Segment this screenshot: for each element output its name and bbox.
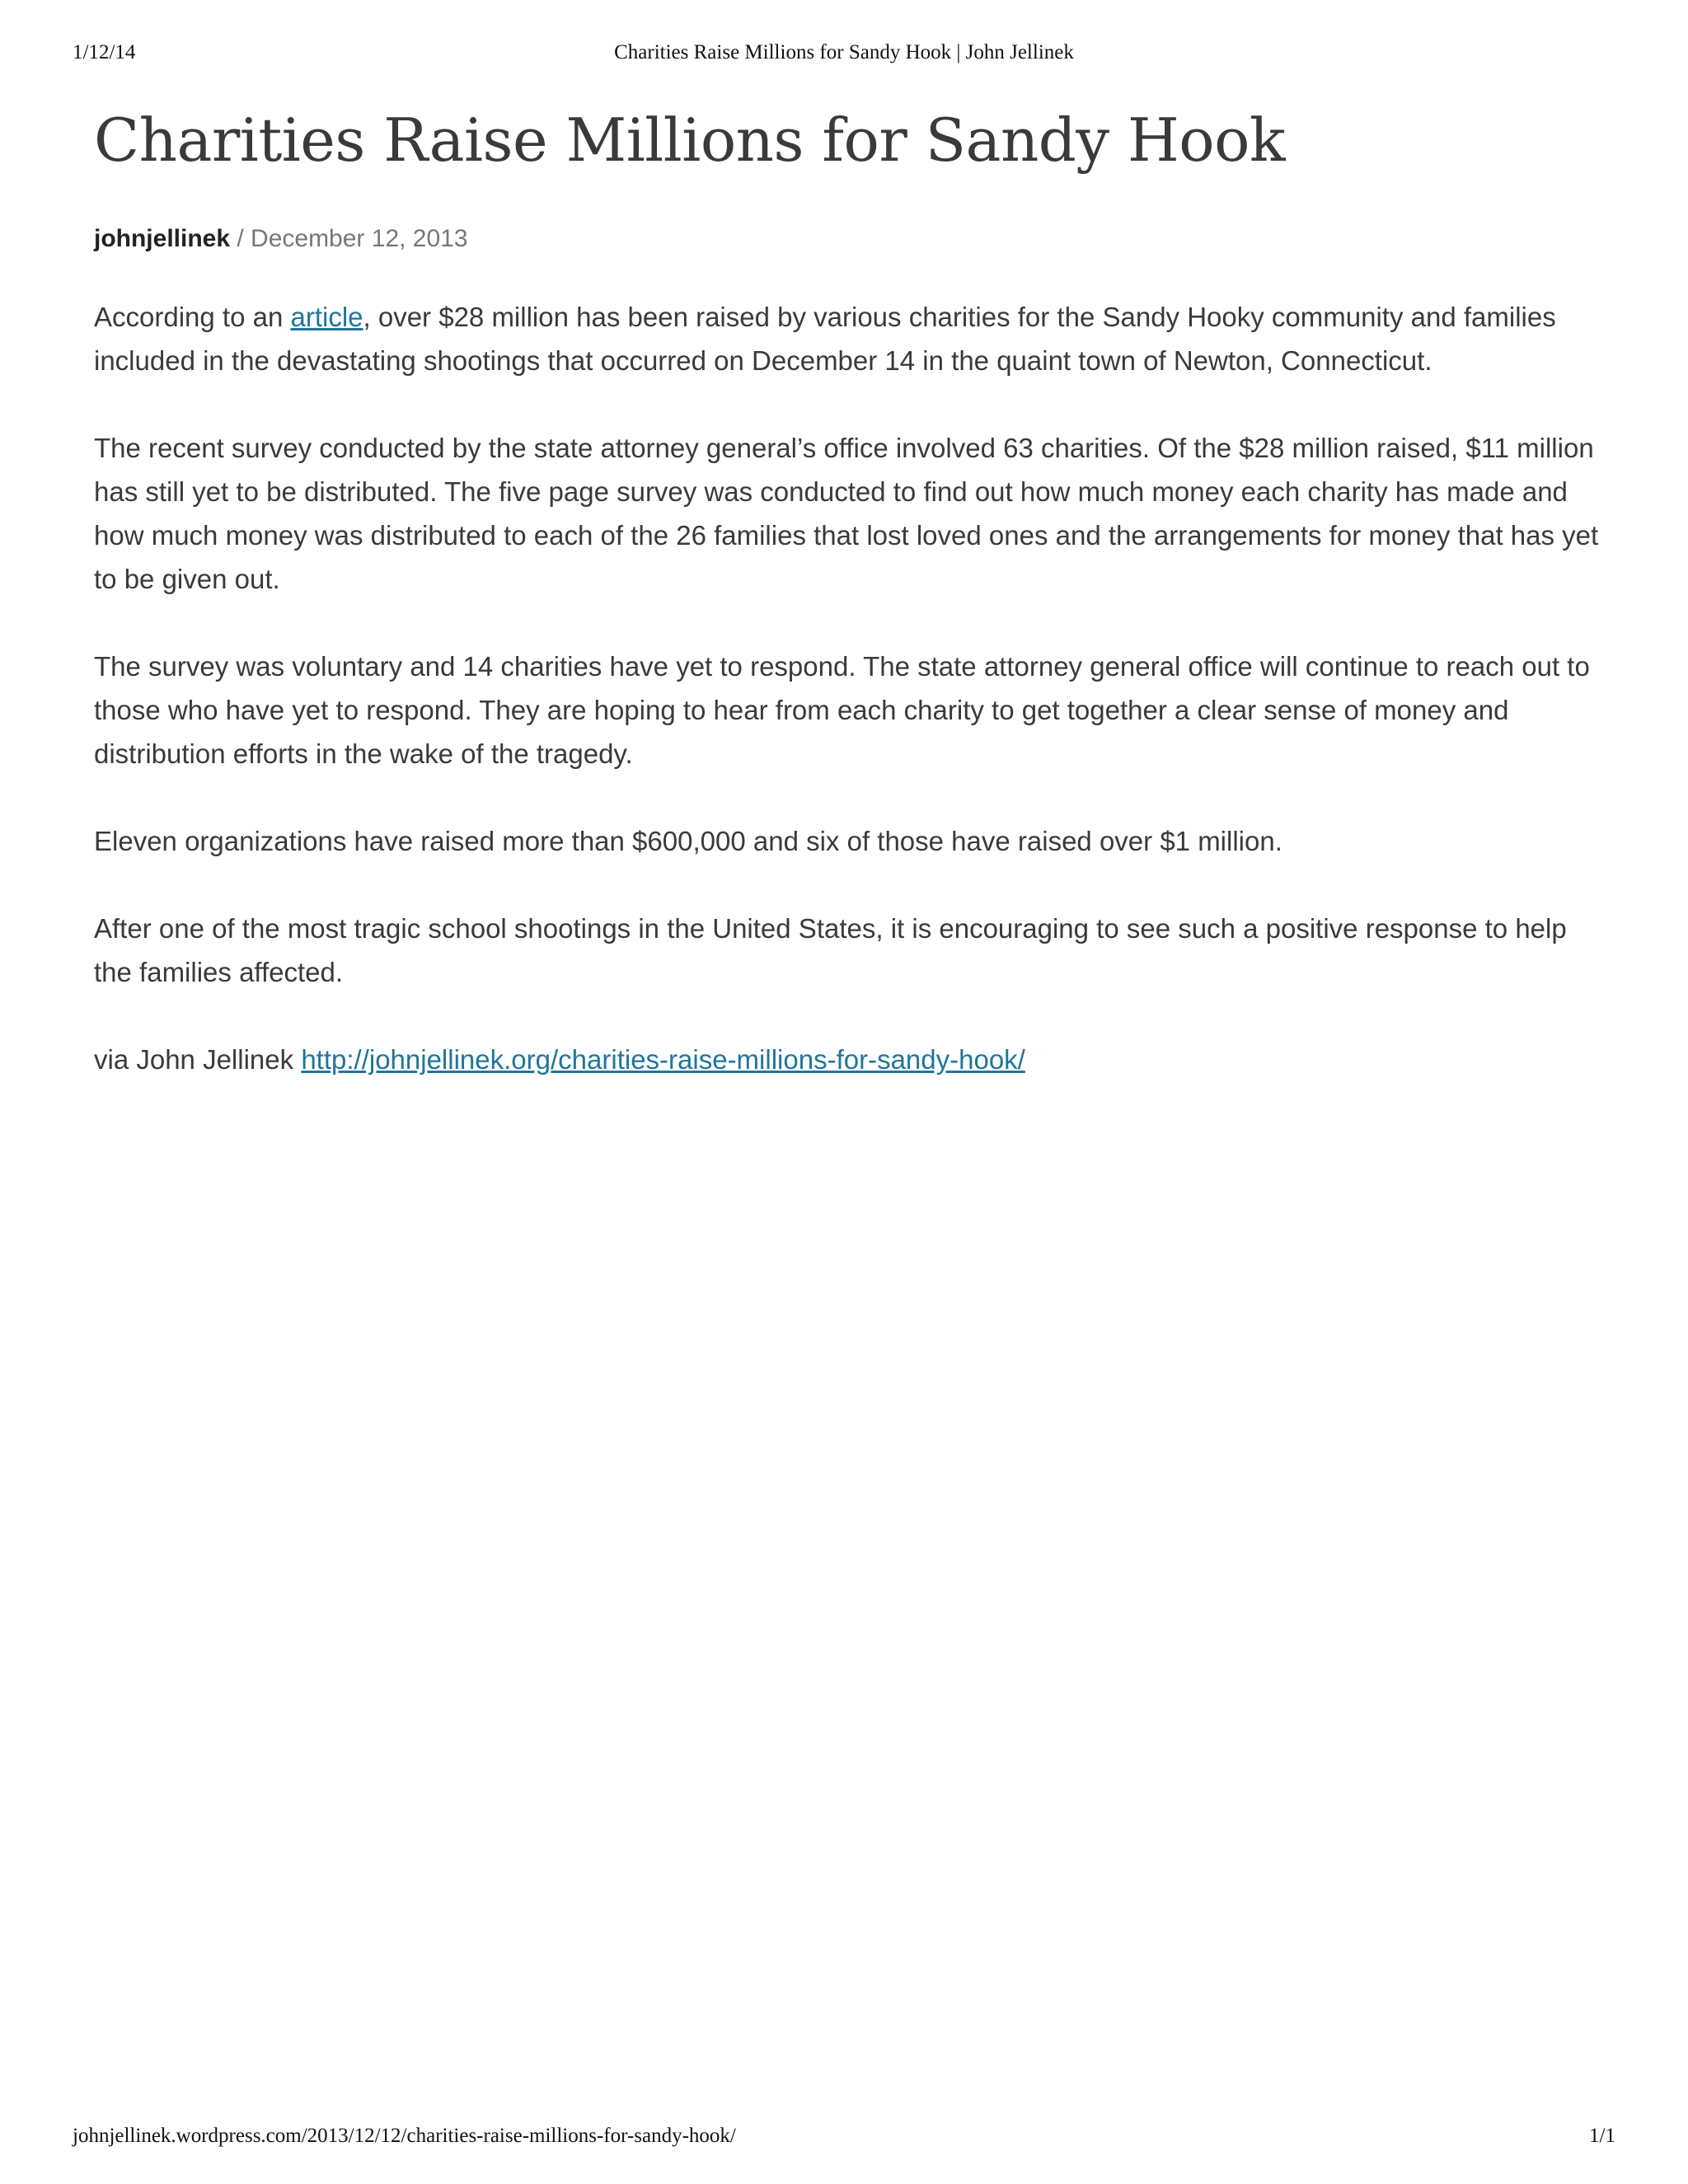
paragraph-5: After one of the most tragic school shootings in the United States, it is encouraging to see such a positive response to help the families affected.: [94, 913, 1567, 987]
paragraph-1: [94, 295, 1602, 382]
article-link[interactable]: article: [290, 302, 363, 332]
paragraph-3: The survey was voluntary and 14 charities have yet to respond. The state attorney general office will continue to reach out to those who have yet to respond. They are hoping to hear from each charity to get together a clear sense of money and distribution efforts in the wake of the tragedy.: [94, 651, 1590, 769]
article: [94, 101, 1602, 1125]
article-title: Charities Raise Millions for Sandy Hook: [94, 105, 1286, 175]
print-footer: [73, 2125, 1615, 2154]
author-name: johnjellinek: [94, 225, 231, 252]
paragraph-2: The recent survey conducted by the state attorney general’s office involved 63 charities. Of the $28 million raised, $11 million has still yet to be distributed. The five page survey was conducted to find out how much money each charity has made and how much money was distributed to each of the 26 families that lost loved ones and the arrangements for money that has yet to be given out.: [94, 433, 1599, 594]
paragraph-4: Eleven organizations have raised more than $600,000 and six of those have raised over $1 million.: [94, 826, 1282, 856]
print-document-title: Charities Raise Millions for Sandy Hook | John Jellinek: [614, 41, 1074, 63]
page-number: 1/1: [1589, 2125, 1615, 2147]
post-date: / December 12, 2013: [230, 225, 468, 252]
print-date: 1/12/14: [73, 41, 136, 63]
via-line: [94, 1038, 1602, 1081]
article-body: [94, 295, 1602, 1081]
source-link[interactable]: http://johnjellinek.org/charities-raise-millions-for-sandy-hook/: [301, 1044, 1025, 1075]
paragraph-1-lead: According to an: [94, 302, 291, 332]
paragraph-1-rest: , over $28 million has been raised by various charities for the Sandy Hooky community and families included in the devastating shootings that occurred on December 14 in the quaint town of Newton, Connecticut.: [94, 302, 1556, 376]
print-header: [73, 41, 1615, 71]
print-url: johnjellinek.wordpress.com/2013/12/12/charities-raise-millions-for-sandy-hook/: [73, 2125, 736, 2147]
byline: [94, 223, 1602, 255]
via-prefix: via John Jellinek: [94, 1044, 302, 1075]
